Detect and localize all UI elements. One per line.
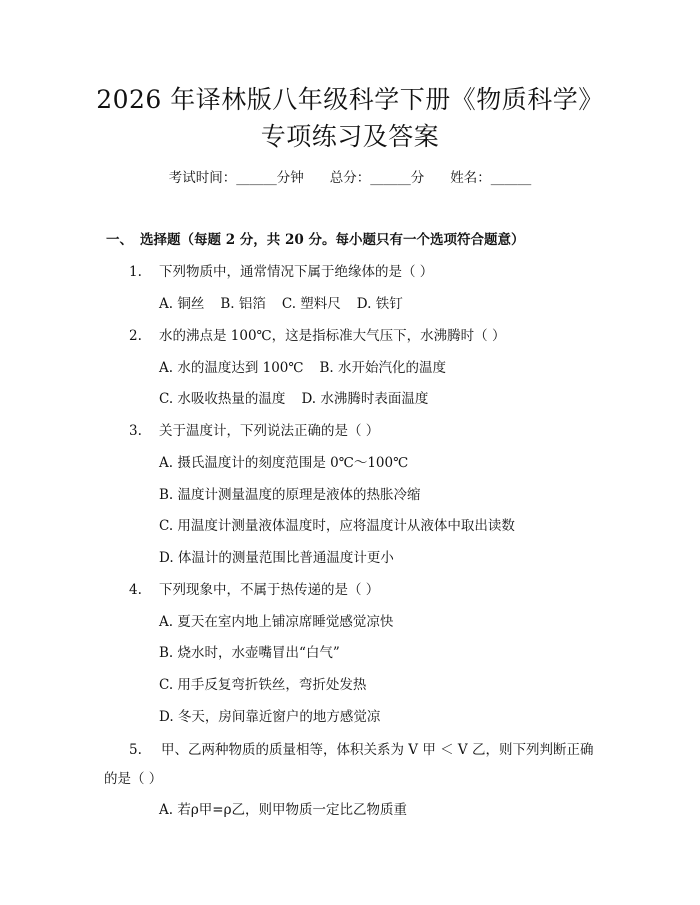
question-text: 水的沸点是 100℃，这是指标准大气压下，水沸腾时（ ）: [159, 328, 506, 344]
question-number: 3.: [129, 423, 142, 439]
option-a: A. 铜丝: [159, 296, 205, 312]
question-3-option-c: C. 用温度计测量液体温度时，应将温度计从液体中取出读数: [159, 518, 515, 534]
exam-meta-line: [0, 168, 700, 188]
question-text: 甲、乙两种物质的质量相等，体积关系为 V 甲 ＜ V 乙，则下列判断正确的是（ ）: [104, 742, 594, 787]
total-score-field: 总分：______分: [329, 170, 425, 186]
question-3: [129, 421, 379, 441]
section-heading-choice: [106, 230, 524, 250]
question-text: 下列物质中，通常情况下属于绝缘体的是（ ）: [159, 264, 434, 280]
option-d: D. 铁钉: [356, 296, 403, 312]
question-4: [129, 580, 379, 600]
question-number: 1.: [129, 264, 142, 280]
option-c: C. 塑料尺: [281, 296, 341, 312]
option-a: A. 水的温度达到 100℃: [159, 360, 304, 376]
question-text: 关于温度计，下列说法正确的是（ ）: [159, 423, 380, 439]
question-text: 下列现象中，不属于热传递的是（ ）: [159, 582, 380, 598]
question-4-option-a: A. 夏天在室内地上铺凉席睡觉感觉凉快: [159, 614, 394, 630]
document-title-line1: 2026 年译林版八年级科学下册《物质科学》: [96, 85, 604, 114]
question-number: 4.: [129, 582, 142, 598]
question-3-option-d: D. 体温计的测量范围比普通温度计更小: [159, 550, 394, 566]
document-title-line2: 专项练习及答案: [260, 122, 440, 151]
option-b: B. 铝箔: [220, 296, 266, 312]
option-c: C. 水吸收热量的温度: [159, 391, 286, 407]
question-5-option-a: A. 若ρ甲=ρ乙，则甲物质一定比乙物质重: [159, 802, 408, 818]
option-d: D. 水沸腾时表面温度: [301, 391, 429, 407]
option-b: B. 水开始汽化的温度: [319, 360, 447, 376]
question-2-options-row2: [159, 389, 428, 409]
section-number: 一、: [106, 232, 133, 248]
question-3-option-a: A. 摄氏温度计的刻度范围是 0℃～100℃: [159, 455, 409, 471]
exam-time-field: 考试时间：______分钟: [168, 170, 304, 186]
question-3-option-b: B. 温度计测量温度的原理是液体的热胀冷缩: [159, 487, 421, 503]
question-1: [129, 262, 433, 282]
question-2-options-row1: [159, 358, 446, 378]
question-4-option-d: D. 冬天，房间靠近窗户的地方感觉凉: [159, 709, 381, 725]
question-2: [129, 326, 505, 346]
question-1-options: [159, 294, 403, 314]
question-number: 2.: [129, 328, 142, 344]
student-name-field: 姓名：______: [450, 170, 532, 186]
section-title: 选择题（每题 2 分，共 20 分。每小题只有一个选项符合题意）: [140, 232, 525, 248]
question-number: 5.: [129, 742, 142, 758]
question-5: [104, 736, 594, 794]
question-4-option-c: C. 用手反复弯折铁丝，弯折处发热: [159, 677, 367, 693]
question-4-option-b: B. 烧水时，水壶嘴冒出“白气”: [159, 645, 340, 661]
